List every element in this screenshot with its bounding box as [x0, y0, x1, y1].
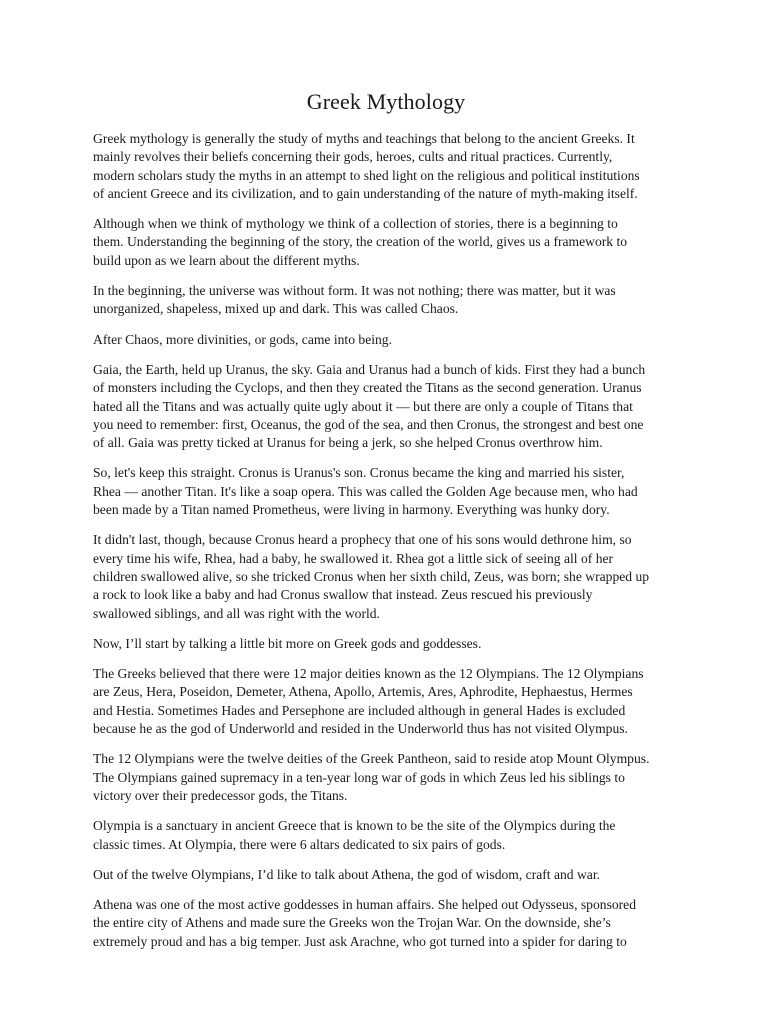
- paragraph-line: Although when we think of mythology we think of a collection of stories, there is a beginning to: [93, 216, 618, 232]
- paragraph-line: a rock to look like a baby and had Cronus swallow that instead. Zeus rescued his previously: [93, 587, 593, 603]
- document-title: Greek Mythology: [306, 89, 466, 114]
- paragraph-line: swallowed siblings, and all was right with the world.: [93, 605, 380, 621]
- paragraph-line: build upon as we learn about the different myths.: [93, 252, 360, 268]
- paragraph-line: them. Understanding the beginning of the story, the creation of the world, gives us a framework to: [93, 234, 628, 250]
- paragraph: [93, 282, 679, 319]
- paragraph-line: After Chaos, more divinities, or gods, came into being.: [93, 331, 393, 347]
- paragraph-line: In the beginning, the universe was without form. It was not nothing; there was matter, but it was: [93, 283, 616, 299]
- paragraph-line: the entire city of Athens and made sure the Greeks won the Trojan War. On the downside, she’s: [93, 915, 611, 931]
- paragraph: [93, 215, 679, 270]
- paragraph: [93, 817, 679, 854]
- paragraph-line: victory over their predecessor gods, the Titans.: [93, 787, 348, 803]
- paragraph: [93, 750, 679, 805]
- paragraph-line: every time his wife, Rhea, had a baby, he swallowed it. Rhea got a little sick of seeing all of her: [93, 550, 614, 566]
- paragraph-line: Olympia is a sanctuary in ancient Greece that is known to be the site of the Olympics during the: [93, 818, 616, 834]
- paragraph: [93, 635, 679, 653]
- paragraph-line: classic times. At Olympia, there were 6 altars dedicated to six pairs of gods.: [93, 836, 506, 852]
- paragraph-line: been made by a Titan named Prometheus, were living in harmony. Everything was hunky dory.: [93, 502, 610, 518]
- paragraph-line: The Greeks believed that there were 12 major deities known as the 12 Olympians. The 12 Olympians: [93, 666, 644, 682]
- paragraph: [93, 665, 679, 738]
- paragraph: [93, 866, 679, 884]
- paragraph-line: children swallowed alive, so she tricked Cronus when her sixth child, Zeus, was born; she wrapped up: [93, 568, 650, 584]
- paragraph-line: of monsters including the Cyclops, and then they created the Titans as the second generation. Uranus: [93, 380, 642, 396]
- paragraph: [93, 331, 679, 349]
- paragraph-list: [93, 130, 679, 951]
- paragraph-line: Greek mythology is generally the study of myths and teachings that belong to the ancient Greeks. It: [93, 131, 635, 146]
- paragraph-line: Out of the twelve Olympians, I’d like to talk about Athena, the god of wisdom, craft and war.: [93, 866, 601, 882]
- paragraph-line: Athena was one of the most active goddesses in human affairs. She helped out Odysseus, sponsored: [93, 897, 637, 913]
- document-body: [93, 86, 679, 963]
- paragraph: [93, 130, 679, 203]
- paragraph-line: modern scholars study the myths in an attempt to shed light on the religious and political institutions: [93, 167, 640, 183]
- paragraph-line: extremely proud and has a big temper. Just ask Arachne, who got turned into a spider for daring to: [93, 933, 627, 949]
- paragraph-line: Rhea — another Titan. It's like a soap opera. This was called the Golden Age because men, who had: [93, 483, 638, 499]
- paragraph-line: It didn't last, though, because Cronus heard a prophecy that one of his sons would dethrone him, so: [93, 532, 632, 548]
- paragraph-line: of ancient Greece and its civilization, and to gain understanding of the nature of myth-making itself.: [93, 185, 638, 201]
- paragraph-line: are Zeus, Hera, Poseidon, Demeter, Athena, Apollo, Artemis, Ares, Aphrodite, Hephaestus, Hermes: [93, 684, 633, 700]
- paragraph-line: unorganized, shapeless, mixed up and dark. This was called Chaos.: [93, 301, 459, 317]
- paragraph: [93, 531, 679, 622]
- paragraph-line: The Olympians gained supremacy in a ten-year long war of gods in which Zeus led his siblings to: [93, 769, 625, 785]
- paragraph-line: Gaia, the Earth, held up Uranus, the sky. Gaia and Uranus had a bunch of kids. First they had a bunch: [93, 361, 646, 377]
- paragraph-line: So, let's keep this straight. Cronus is Uranus's son. Cronus became the king and married his sister,: [93, 465, 625, 481]
- paragraph-line: because he as the god of Underworld and resided in the Underworld thus has not visited Olympus.: [93, 721, 628, 737]
- paragraph-line: hated all the Titans and was actually quite ugly about it — but there are only a couple of Titans that: [93, 398, 633, 414]
- paragraph: [93, 361, 679, 452]
- paragraph-line: The 12 Olympians were the twelve deities of the Greek Pantheon, said to reside atop Mount Olympus.: [93, 751, 650, 767]
- paragraph-line: and Hestia. Sometimes Hades and Persephone are included although in general Hades is excluded: [93, 702, 626, 718]
- paragraph-line: Now, I’ll start by talking a little bit more on Greek gods and goddesses.: [93, 635, 482, 651]
- paragraph-line: mainly revolves their beliefs concerning their gods, heroes, cults and ritual practices. Currently,: [93, 149, 613, 165]
- paragraph-line: of all. Gaia was pretty ticked at Uranus for being a jerk, so she helped Cronus overthrow him.: [93, 435, 603, 451]
- paragraph: [93, 464, 679, 519]
- paragraph: [93, 896, 679, 951]
- paragraph-line: you need to remember: first, Oceanus, the god of the sea, and then Cronus, the strongest and best one: [93, 416, 644, 432]
